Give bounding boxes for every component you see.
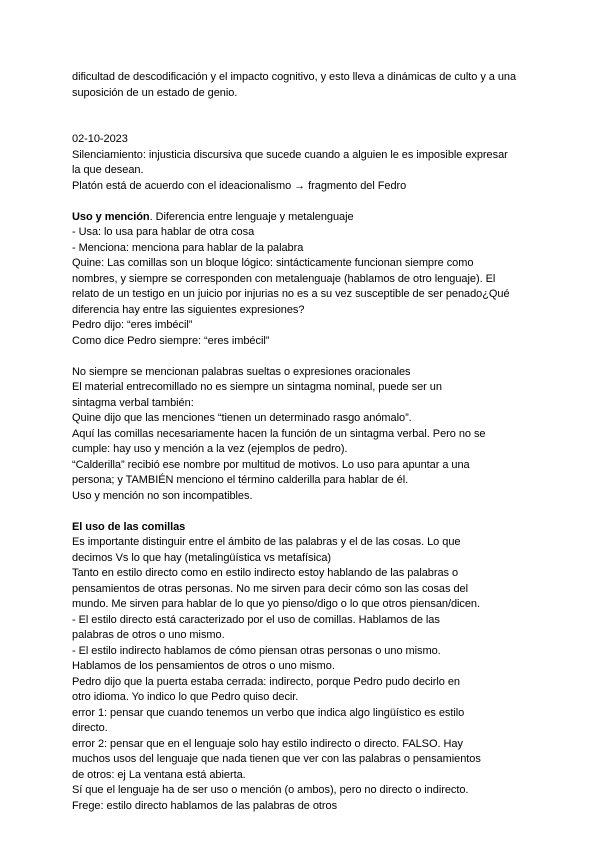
text-line: error 2: pensar que en el lenguaje solo hay estilo indirecto o directo. FALSO. Hay [72,737,463,750]
text-line: - Usa: lo usa para hablar de otra cosa [72,226,255,238]
text-line: de otros: ej La ventana está abierta. [72,768,246,781]
text-line: Uso y mención no son incompatibles. [72,489,253,502]
document-page [72,70,542,814]
text-line: Pedro dijo: “eres imbécil” [72,319,193,331]
text-line: - Menciona: menciona para hablar de la palabra [72,241,304,254]
text-line: cumple: hay uso y mención a la vez (ejemplos de pedro). [72,443,348,455]
intro-line: dificultad de descodificación y el impacto cognitivo, y esto lleva a dinámicas de culto y a una [72,71,517,83]
text-line: No siempre se mencionan palabras sueltas o expresiones oracionales [72,365,411,378]
silenciamiento-line: la que desean. [72,164,144,176]
silenciamiento-line: Platón está de acuerdo con el ideacionalismo → fragmento del Fedro [72,179,407,192]
text-line: error 1: pensar que cuando tenemos un verbo que indica algo lingüístico es estilo [72,706,465,719]
text-line: Quine: Las comillas son un bloque lógico: sintácticamente funcionan siempre como [72,257,474,269]
date: 02-10-2023 [72,133,128,145]
text-line: Aquí las comillas necesariamente hacen la función de un sintagma verbal. Pero no se [72,427,486,440]
text-line: decimos Vs lo que hay (metalingüística vs metafísica) [72,551,332,564]
section-heading: El uso de las comillas [72,520,186,533]
text-line: Sí que el lenguaje ha de ser uso o mención (o ambos), pero no directo o indirecto. [72,784,469,796]
text-line: otro idioma. Yo indico lo que Pedro quiso decir. [72,691,299,703]
text-line: relato de un testigo en un juicio por injurias no es a su vez susceptible de ser penado¿Qué [72,288,510,300]
text-line: El material entrecomillado no es siempre un sintagma nominal, puede ser un [72,381,442,393]
text-line: “Calderilla” recibió ese nombre por multitud de motivos. Lo uso para apuntar a una [72,458,470,471]
silenciamiento-line: Silenciamiento: injusticia discursiva que sucede cuando a alguien le es imposible expresar [72,148,508,161]
text-line: Como dice Pedro siempre: “eres imbécil” [72,334,270,347]
text-line: muchos usos del lenguaje que nada tienen que ver con las palabras o pensamientos [72,753,481,765]
uso-mencion-heading-line [72,210,542,226]
text-line: Es importante distinguir entre el ámbito de las palabras y el de las cosas. Lo que [72,536,461,548]
text-line: nombres, y siempre se corresponden con metalenguaje (hablamos de otro lenguaje). El [72,272,496,285]
text-line: - El estilo directo está caracterizado por el uso de comillas. Hablamos de las [72,613,440,626]
section-heading: Uso y mención [72,210,150,223]
text-line: Pedro dijo que la puerta estaba cerrada: indirecto, porque Pedro pudo decirlo en [72,675,460,688]
text-line: Tanto en estilo directo como en estilo indirecto estoy hablando de las palabras o [72,567,459,579]
intro-line: suposición de un estado de genio. [72,86,238,99]
text-line: Quine dijo que las menciones “tienen un determinado rasgo anómalo”. [72,412,412,424]
text-line: - El estilo indirecto hablamos de cómo piensan otras personas o uno mismo. [72,644,441,657]
text-line: pensamientos de otras personas. No me sirven para decir cómo son las cosas del [72,582,468,595]
text-line: persona; y TAMBIÉN menciono el término calderilla para hablar de él. [72,474,409,486]
heading-rest: . Diferencia entre lenguaje y metalenguaje [149,210,354,223]
text-line: Hablamos de los pensamientos de otros o uno mismo. [72,660,335,672]
text-line: directo. [72,722,108,734]
text-line: Frege: estilo directo hablamos de las palabras de otros [72,799,338,812]
text-line: diferencia hay entre las siguientes expresiones? [72,303,305,316]
text-line: palabras de otros o uno mismo. [72,629,225,641]
text-line: mundo. Me sirven para hablar de lo que yo pienso/digo o lo que otros piensan/dicen. [72,598,481,610]
text-line: sintagma verbal también: [72,396,194,409]
